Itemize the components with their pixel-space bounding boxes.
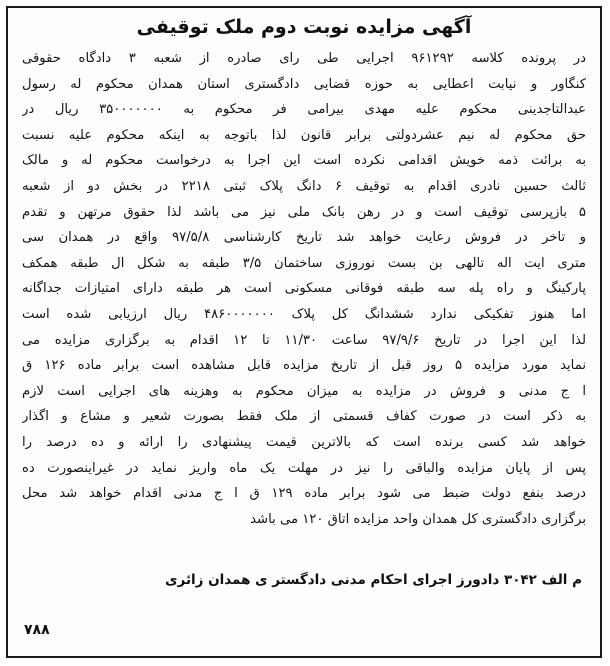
notice-line: کنگاور و نیابت اعطایی به حوزه قضایی دادگستری استان همدان محکوم له رسول bbox=[22, 76, 586, 92]
notice-line: متری ایت اله تالهی بن بست نوروزی ساختمان ۳/۵ طبقه به شکل ال طبقه همکف bbox=[22, 255, 586, 271]
notice-line: اما هنوز تفکیکی ندارد ششدانگ کل پلاک ۴۸۶۰۰۰۰۰۰۰ ریال ارزیابی شده است bbox=[22, 306, 586, 322]
notice-frame bbox=[6, 6, 602, 658]
notice-line: به ذکر است در صورت کفاف قسمتی از ملک فقط بصورت شعیر و مشاع و اگذار bbox=[22, 409, 586, 425]
notice-line: در پرونده کلاسه ۹۶۱۲۹۲ اجرایی طی رای صادره از شعبه ۳ دادگاه حقوقی bbox=[22, 51, 586, 66]
notice-line: ۵ بازپرسی توقیف است و در رهن بانک ملی نیز می باشد لذا حقوق مرتهن و تقدم bbox=[22, 204, 586, 220]
notice-line: پارکینگ و راه پله سه طبقه فوقانی مسکونی است هر طبقه دارای امتیازات جداگانه bbox=[22, 281, 586, 297]
notice-line: درصد بنفع دولت ضبط می شود برابر ماده ۱۲۹ ق ا ج مدنی اقدام خواهد شد محل bbox=[22, 486, 586, 502]
notice-line: عبدالتاجدینی محکوم علیه مهدی بیرامی فر محکوم به ۳۵۰۰۰۰۰۰۰ ریال در bbox=[22, 102, 586, 118]
notice-line: خواهد شد کسی برنده است که بالاترین قیمت پیشنهادی را ارائه و ده درصد را bbox=[22, 434, 586, 450]
notice-line: برگزاری دادگستری کل همدان واحد مزایده اتاق ۱۲۰ می باشد bbox=[250, 511, 586, 527]
notice-line: و تاخر در فروش رعایت خواهد شد تاریخ کارشناسی ۹۷/۵/۸ واقع در همدان سی bbox=[22, 230, 586, 246]
notice-line: به برائت ذمه خویش اقدامی نکرده است این اجرا به درخواست محکوم له و مالک bbox=[22, 153, 586, 169]
notice-code: ۷۸۸ bbox=[24, 622, 50, 638]
notice-line: ا ج مدنی و فروش در مزایده به میزان محکوم به وهزینه های اجرایی است لازم bbox=[22, 383, 586, 399]
notice-line: ثالث حسین نادری اقدام به توقیف ۶ دانگ پلاک ثبتی ۲۲۱۸ در بخش دو از شعبه bbox=[22, 178, 586, 194]
notice-line: لذا این اجرا در تاریخ ۹۷/۹/۶ ساعت ۱۱/۳۰ تا ۱۲ اقدام به برگزاری مزایده می bbox=[22, 332, 586, 348]
notice-signature: م الف ۳۰۴۲ دادورز اجرای احکام مدنی دادگستر ی همدان زائری bbox=[165, 572, 582, 588]
notice-line: نماید مورد مزایده ۵ روز قبل از تاریخ مزایده قابل مشاهده است برابر ماده ۱۲۶ ق bbox=[22, 358, 586, 374]
notice-line: حق محکوم له نیم عشردولتی برابر قانون لذا باتوجه به اینکه محکوم علیه نسبت bbox=[22, 127, 586, 143]
notice-title: آگهی مزایده نوبت دوم ملک توقیفی bbox=[136, 16, 472, 38]
notice-line: پس از پایان مزایده والباقی را نیز در مهلت یک ماه واریز نماید در غیراینصورت ده bbox=[22, 460, 586, 476]
notice-body bbox=[22, 46, 586, 532]
